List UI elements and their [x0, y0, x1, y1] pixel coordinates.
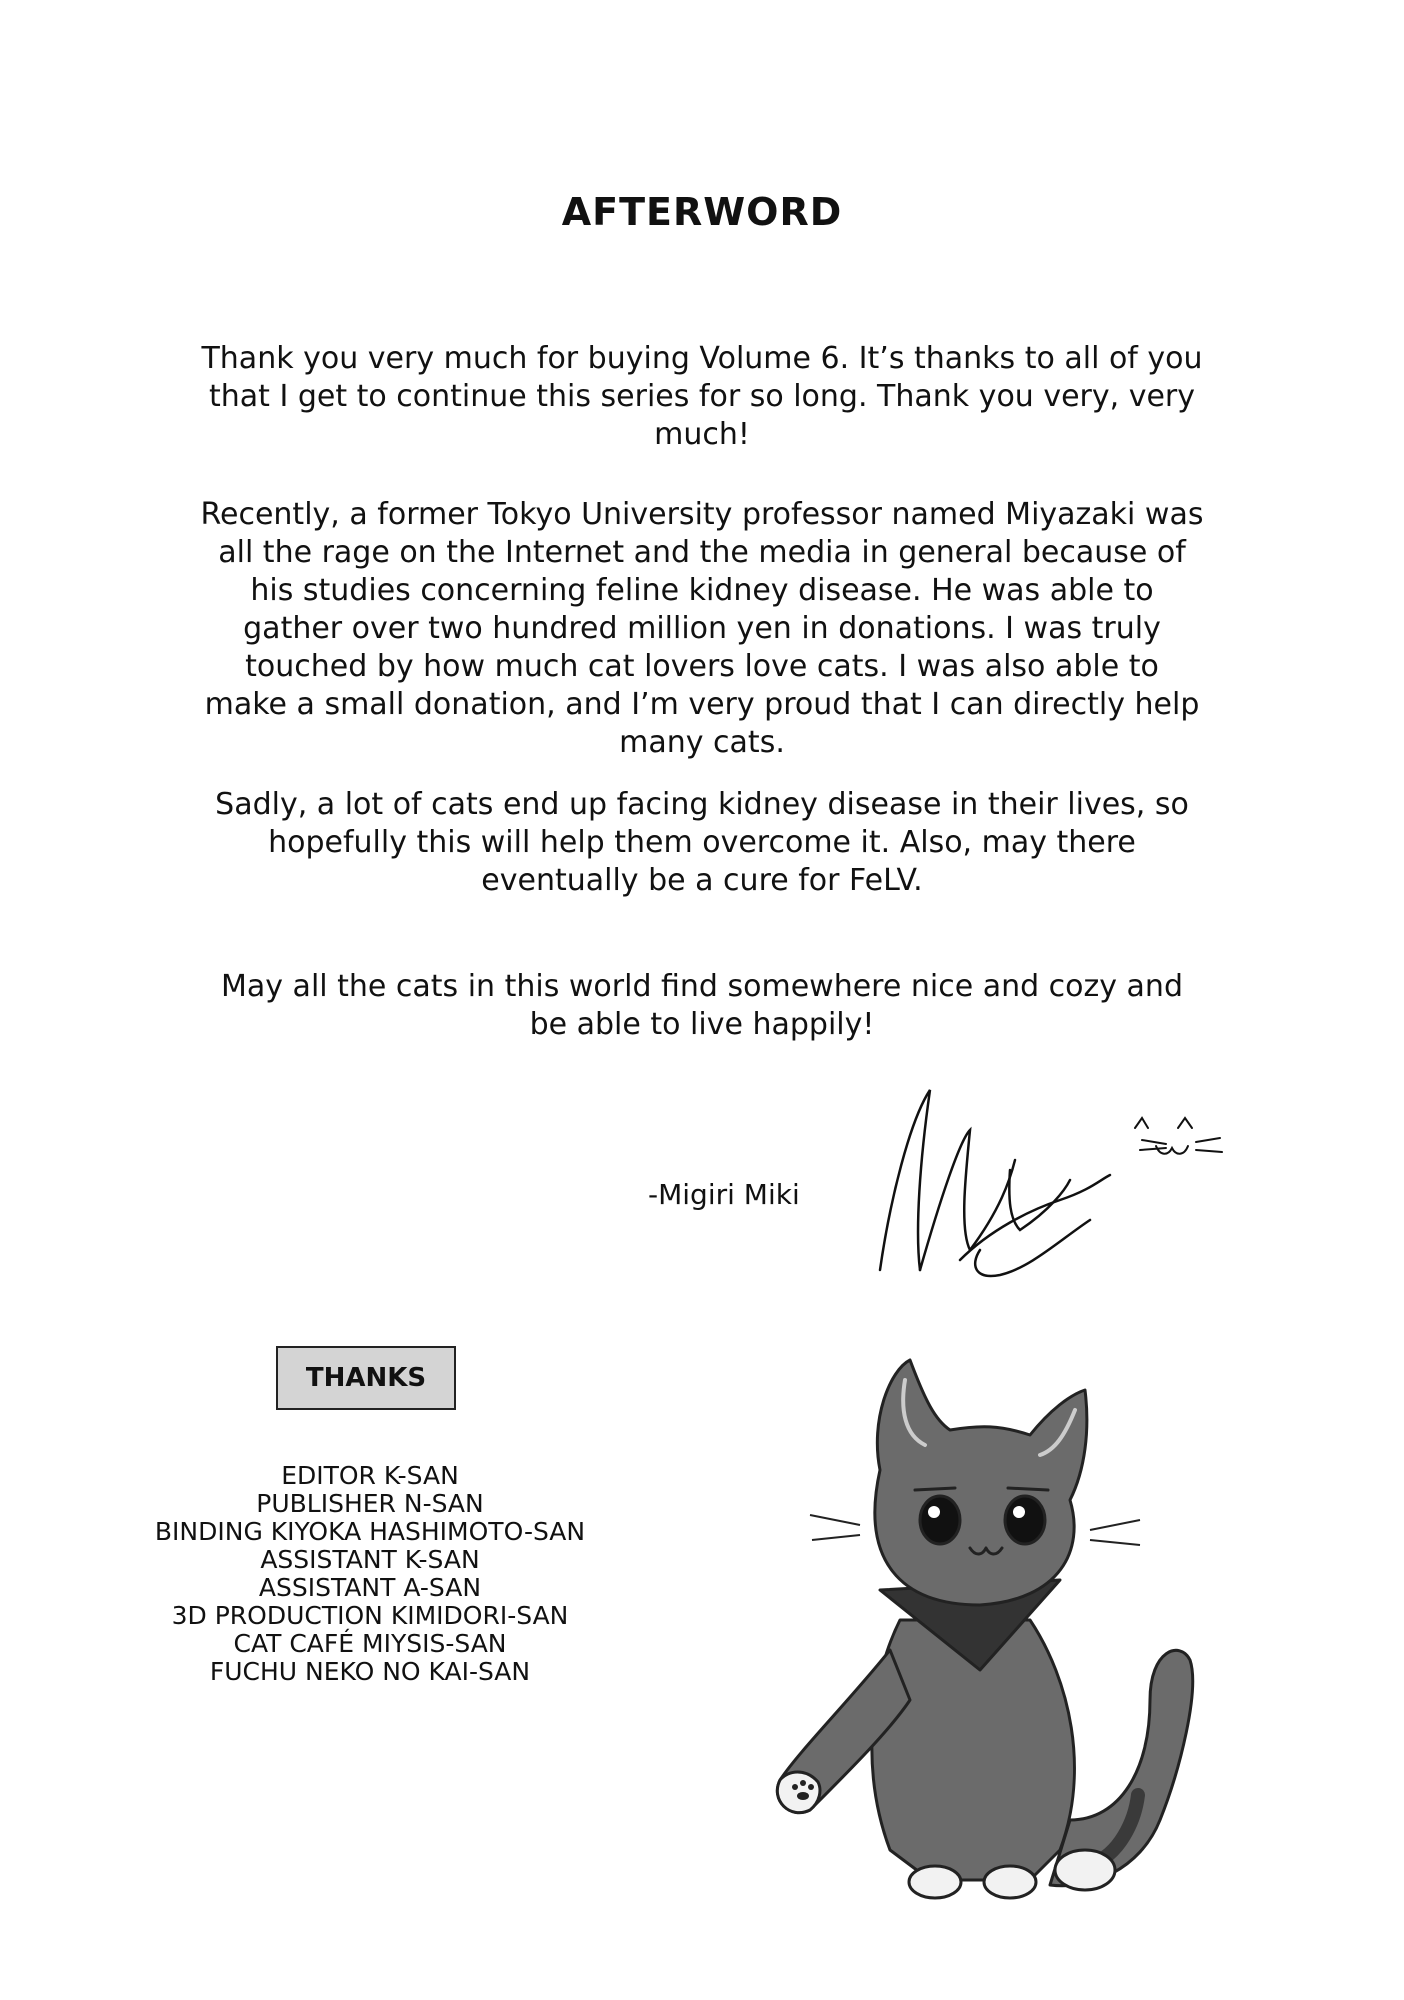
thanks-label: THANKS — [276, 1346, 456, 1410]
paragraph-thanks: Thank you very much for buying Volume 6. It’s thanks to all of you that I get to continue this series for so long. Thank you very, very much! — [201, 341, 1203, 452]
credit-item: CAT CAFÉ MIYSIS-SAN — [233, 1629, 507, 1658]
credit-item: BINDING KIYOKA HASHIMOTO-SAN — [154, 1517, 586, 1546]
page-title: AFTERWORD — [561, 190, 843, 234]
credit-item: ASSISTANT A-SAN — [258, 1573, 482, 1602]
credit-item: 3D PRODUCTION KIMIDORI-SAN — [171, 1601, 569, 1630]
credit-item: FUCHU NEKO NO KAI-SAN — [209, 1657, 531, 1686]
credit-item: PUBLISHER N-SAN — [256, 1489, 484, 1518]
paragraph-donation: Recently, a former Tokyo University professor named Miyazaki was all the rage on the Internet and the media in general because of his studies concerning feline kidney disease. He was able to gather over two hundred million yen in donations. I was truly touched by how much cat lovers love cats. I was also able to make a small donation, and I’m very proud that I can directly help many cats. — [200, 497, 1204, 760]
signature-icon — [860, 1080, 1240, 1290]
author-name: -Migiri Miki — [648, 1178, 800, 1211]
credit-item: EDITOR K-SAN — [281, 1461, 459, 1490]
paragraph-closing-wish: May all the cats in this world find somewhere nice and cozy and be able to live happily! — [221, 969, 1183, 1042]
credit-item: ASSISTANT K-SAN — [260, 1545, 480, 1574]
cat-icon — [740, 1350, 1260, 1910]
paragraph-kidney-disease: Sadly, a lot of cats end up facing kidney disease in their lives, so hopefully this will help them overcome it. Also, may there eventually be a cure for FeLV. — [215, 787, 1189, 898]
credits-list — [130, 1462, 610, 1686]
